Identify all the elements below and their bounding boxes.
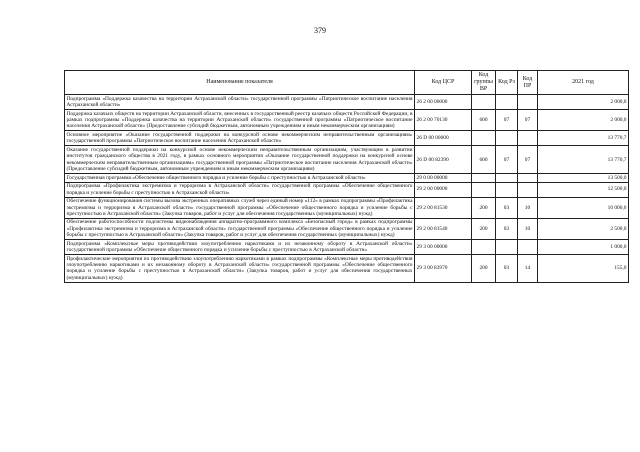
table-row (65, 131, 629, 146)
row-name: Поддержка казачьих обществ на территории Астраханской области, внесенных в государственный реестр казачьих обществ Российской Федерации, в рамках подпрограммы «Поддержка казачества на территории Астраханской области» государственной программы «Патриотическое воспитание населения Астраханской области» (Предоставление субсидий бюджетным, автономным учреждениям и иным некоммерческим организациям) (66, 110, 413, 130)
header-csr: Код ЦСР (415, 71, 472, 95)
row-rz (496, 131, 518, 146)
row-name: Обеспечение работоспособности подсистемы видеонаблюдения аппаратно-программного комплекса «Безопасный город» в рамках подпрограммы «Профилактика экстремизма и терроризма в Астраханской области» государственной программы «Обеспечение общественного порядка и усиление борьбы с преступностью в Астраханской области» (Закупка товаров, работ и услуг для обеспечения государственных (муниципальных) нужд) (66, 219, 413, 239)
row-csr: 26 2 00 70130 (415, 110, 472, 131)
row-vr: 600 (472, 110, 496, 131)
row-csr: 29 0 00 00000 (415, 174, 472, 183)
table-row (65, 197, 629, 218)
header-name: Наименование показателя (65, 71, 415, 95)
row-amount: 13 770,7 (538, 131, 629, 146)
header-vr: Код группы ВР (472, 71, 496, 95)
row-amount: 13 500,0 (538, 174, 629, 183)
row-vr: 200 (472, 197, 496, 218)
row-amount: 10 000,0 (538, 197, 629, 218)
row-amount: 2 000,0 (538, 95, 629, 110)
row-amount: 2 000,0 (538, 110, 629, 131)
header-pr: Код ПР (518, 71, 538, 95)
row-rz (496, 182, 518, 197)
row-name: Подпрограмма «Профилактика экстремизма и терроризма в Астраханской области» государственной программы «Обеспечение общественного порядка и усиление борьбы с преступностью в Астраханской области» (66, 183, 413, 196)
row-csr: 29 2 00 81540 (415, 218, 472, 239)
row-vr (472, 131, 496, 146)
row-rz (496, 240, 518, 255)
table-row (65, 255, 629, 283)
table-row (65, 174, 629, 183)
row-pr: 07 (518, 110, 538, 131)
row-amount: 155,0 (538, 255, 629, 283)
row-csr: 26 D 00 00000 (415, 131, 472, 146)
page-number: 379 (314, 26, 326, 35)
row-vr (472, 240, 496, 255)
row-vr (472, 95, 496, 110)
row-rz: 03 (496, 255, 518, 283)
row-amount: 13 770,7 (538, 146, 629, 174)
row-name: Подпрограмма «Поддержка казачества на территории Астраханской области» государственной программы «Патриотическое воспитание населения Астраханской области» (66, 95, 413, 109)
row-pr (518, 174, 538, 183)
row-name: Подпрограмма «Комплексные меры противодействия злоупотреблению наркотиками и их незаконному обороту в Астраханской области» государственной программы «Обеспечение общественного порядка и усиление борьбы с преступностью в Астраханской области» (66, 240, 413, 254)
row-name: Оказание государственной поддержки на конкурсной основе некоммерческим неправительственным организациям, участвующим в развитии институтов гражданского общества в 2021 году, в рамках основного мероприятия «Оказание государственной поддержки на конкурсной основе некоммерческим неправительственным организациям» государственной программы «Патриотическое воспитание населения Астраханской области» (Предоставление субсидий бюджетным, автономным учреждениям и иным некоммерческим организациям) (66, 146, 413, 173)
row-vr (472, 174, 496, 183)
row-csr: 26 2 00 00000 (415, 95, 472, 110)
table-row (65, 240, 629, 255)
row-pr (518, 131, 538, 146)
row-name: Основное мероприятие «Оказание государственной поддержки на конкурсной основе некоммерческим неправительственным организациям» государственной программы «Патриотическое воспитание населения Астраханской области» (66, 132, 413, 145)
row-pr: 10 (518, 218, 538, 239)
row-amount: 2 500,0 (538, 218, 629, 239)
table-header-row (65, 71, 629, 95)
row-pr: 10 (518, 197, 538, 218)
table-row (65, 218, 629, 239)
row-pr (518, 95, 538, 110)
table-row (65, 110, 629, 131)
row-rz: 03 (496, 197, 518, 218)
table-row (65, 182, 629, 197)
row-vr (472, 182, 496, 197)
row-amount: 12 500,0 (538, 182, 629, 197)
row-pr: 14 (518, 255, 538, 283)
row-name: Профилактические мероприятия по противодействию злоупотреблению наркотиками в рамках подпрограммы «Комплексные меры противодействия злоупотреблению наркотиками и их незаконному обороту в Астраханской области» государственной программы «Обеспечение общественного порядка и усиление борьбы с преступностью в Астраханской области» (Закупка товаров, работ и услуг для обеспечения государственных (муниципальных) нужд) (66, 255, 413, 281)
header-rz: Код Рз (496, 71, 518, 95)
row-pr (518, 182, 538, 197)
row-csr: 29 3 00 83970 (415, 255, 472, 283)
row-rz: 07 (496, 146, 518, 174)
row-csr: 29 3 00 00000 (415, 240, 472, 255)
row-csr: 29 2 00 81530 (415, 197, 472, 218)
row-vr: 200 (472, 255, 496, 283)
row-pr: 07 (518, 146, 538, 174)
row-name: Обеспечение функционирования системы вызова экстренных оперативных служб через единый номер «112» в рамках подпрограммы «Профилактика экстремизма и терроризма в Астраханской области» государственной программы «Обеспечение общественного порядка и усиление борьбы с преступностью в Астраханской области» (Закупка товаров, работ и услуг для обеспечения государственных (муниципальных) нужд) (66, 198, 413, 217)
row-csr: 29 2 00 00000 (415, 182, 472, 197)
header-year: 2021 год (538, 71, 629, 95)
table-row (65, 95, 629, 110)
row-rz (496, 95, 518, 110)
table-row (65, 146, 629, 174)
row-rz: 07 (496, 110, 518, 131)
row-rz (496, 174, 518, 183)
budget-table (64, 70, 629, 283)
row-vr: 200 (472, 218, 496, 239)
row-csr: 26 D 00 82390 (415, 146, 472, 174)
row-pr (518, 240, 538, 255)
row-amount: 1 000,0 (538, 240, 629, 255)
row-rz: 03 (496, 218, 518, 239)
row-vr: 600 (472, 146, 496, 174)
row-name: Государственная программа «Обеспечение общественного порядка и усиление борьбы с преступностью в Астраханской области» (65, 174, 415, 183)
